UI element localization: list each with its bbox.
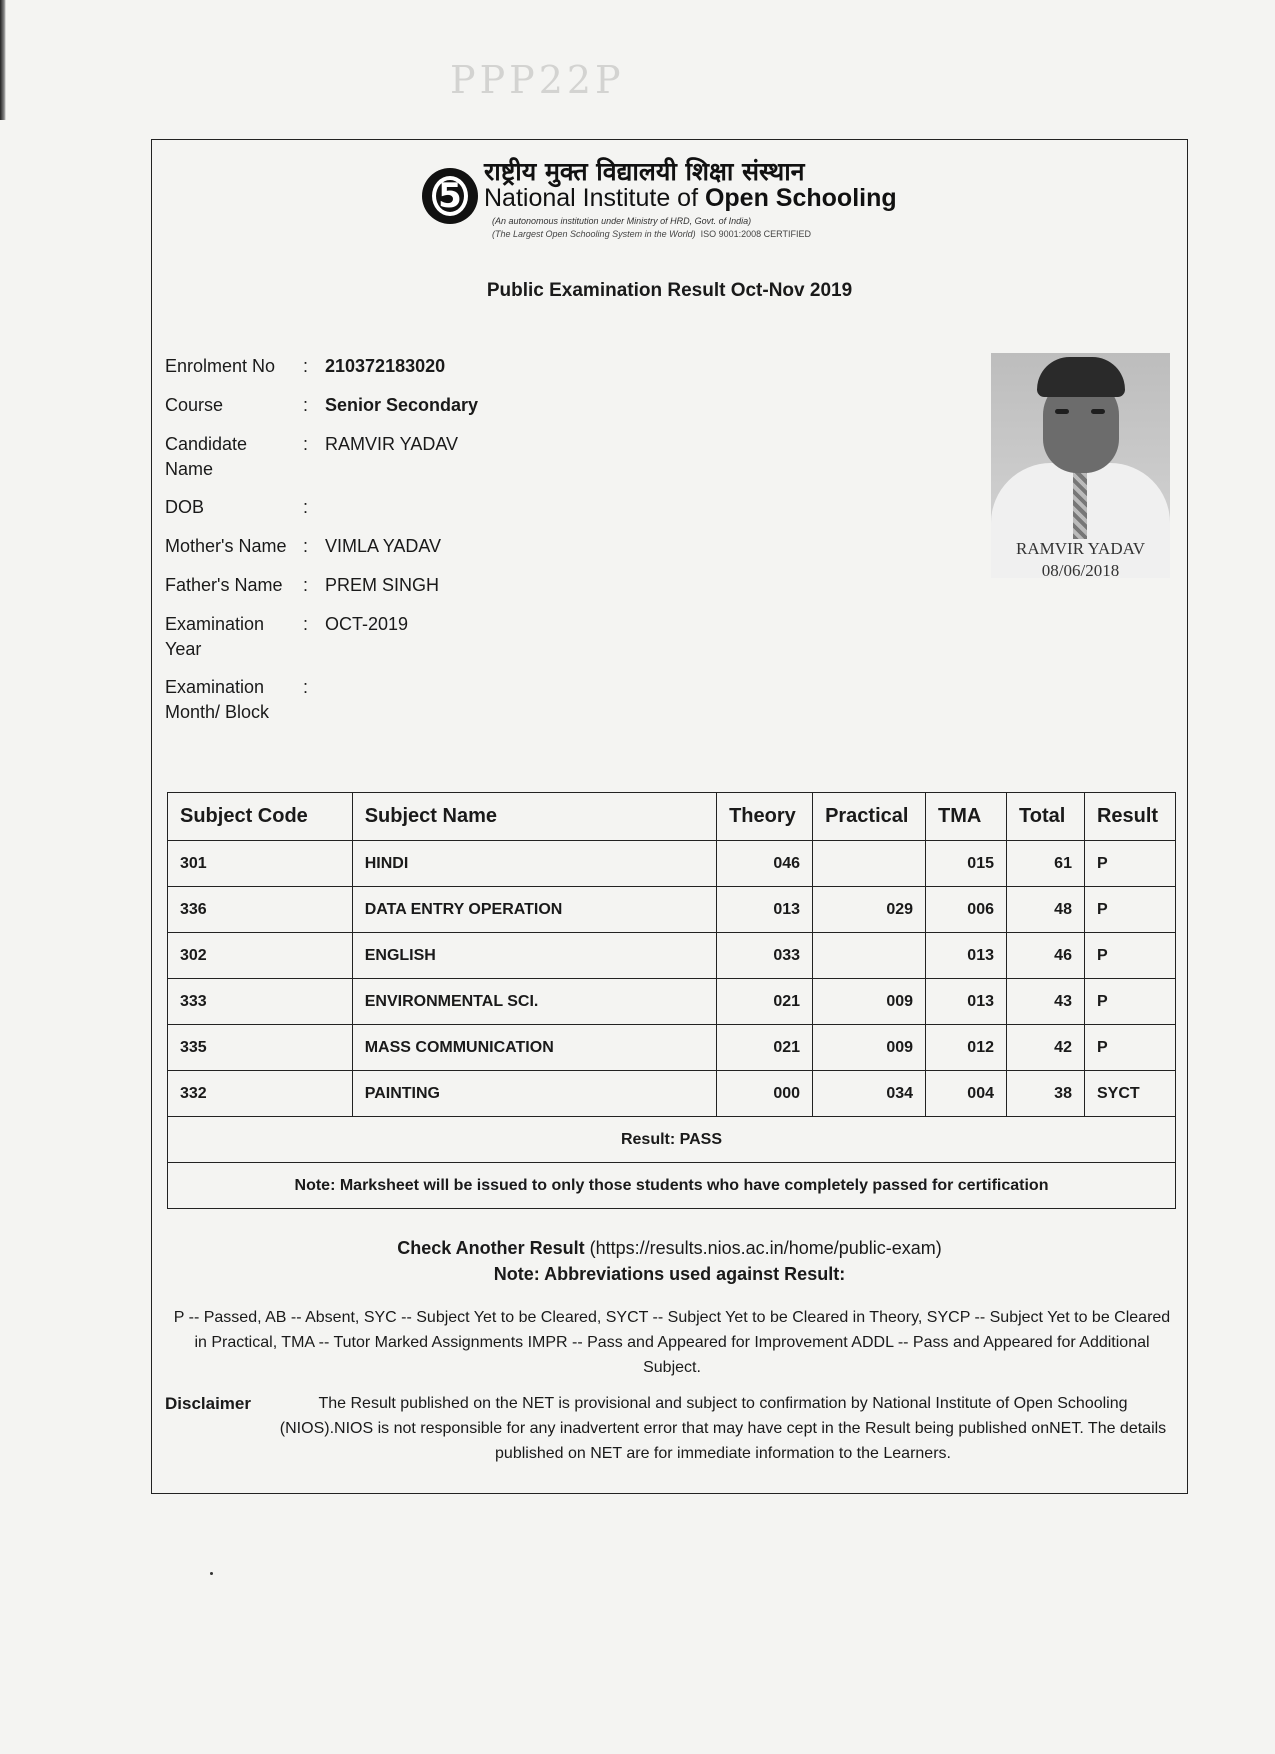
check-another-result bbox=[152, 1238, 1187, 1259]
photo-caption-name: RAMVIR YADAV bbox=[1016, 539, 1145, 558]
header-result: Result bbox=[1084, 793, 1175, 841]
table-row bbox=[168, 841, 1176, 887]
cell-theory: 013 bbox=[717, 887, 813, 933]
cell-subject-name: ENGLISH bbox=[352, 933, 716, 979]
photo-tie bbox=[1073, 469, 1087, 539]
cell-theory: 021 bbox=[717, 979, 813, 1025]
overall-result: Result: PASS bbox=[168, 1117, 1176, 1163]
cell-subject-code: 302 bbox=[168, 933, 353, 979]
photo-eye bbox=[1055, 409, 1069, 414]
institute-name-hindi: राष्ट्रीय मुक्त विद्यालयी शिक्षा संस्थान bbox=[484, 157, 805, 186]
separator: : bbox=[303, 614, 309, 634]
cell-practical: 029 bbox=[813, 887, 926, 933]
separator: : bbox=[303, 395, 309, 415]
certification-note: Note: Marksheet will be issued to only those students who have completely passed for certification bbox=[168, 1163, 1176, 1209]
institute-subtitle: (An autonomous institution under Ministry of HRD, Govt. of India) bbox=[492, 216, 752, 226]
nios-logo-icon: 5 bbox=[422, 168, 478, 224]
cell-tma: 006 bbox=[926, 887, 1007, 933]
field-value: 210372183020 bbox=[325, 356, 446, 376]
abbreviation-heading bbox=[152, 1264, 1187, 1285]
cell-total: 61 bbox=[1007, 841, 1085, 887]
header-practical: Practical bbox=[813, 793, 926, 841]
disclaimer-label: Disclaimer bbox=[165, 1394, 251, 1413]
results-table bbox=[167, 792, 1176, 1209]
cell-subject-name: MASS COMMUNICATION bbox=[352, 1025, 716, 1071]
separator: : bbox=[303, 356, 309, 376]
note-row bbox=[168, 1163, 1176, 1209]
photo-eye bbox=[1091, 409, 1105, 414]
photo-hair bbox=[1037, 357, 1125, 397]
table-row bbox=[168, 979, 1176, 1025]
scan-speck bbox=[210, 1572, 213, 1575]
field-label: Father's Name bbox=[165, 575, 283, 595]
cell-total: 38 bbox=[1007, 1071, 1085, 1117]
cell-subject-name: PAINTING bbox=[352, 1071, 716, 1117]
field-label: Candidate Name bbox=[165, 434, 248, 479]
cell-subject-code: 301 bbox=[168, 841, 353, 887]
cell-subject-name: HINDI bbox=[352, 841, 716, 887]
cell-subject-code: 333 bbox=[168, 979, 353, 1025]
cell-practical bbox=[813, 933, 926, 979]
cell-total: 48 bbox=[1007, 887, 1085, 933]
field-label: DOB bbox=[165, 497, 205, 517]
exam-title: Public Examination Result Oct-Nov 2019 bbox=[486, 280, 853, 301]
institute-name-bold: Open Schooling bbox=[704, 184, 897, 212]
institute-name-regular: National Institute of bbox=[484, 184, 705, 212]
table-row bbox=[168, 933, 1176, 979]
cell-practical bbox=[813, 841, 926, 887]
field-label: Mother's Name bbox=[165, 536, 287, 556]
check-result-label: Check Another Result bbox=[397, 1238, 585, 1258]
tagline-text: (The Largest Open Schooling System in the World) bbox=[492, 229, 696, 239]
cell-theory: 046 bbox=[717, 841, 813, 887]
handwritten-scribble: PPP22P bbox=[450, 58, 625, 102]
field-label: Enrolment No bbox=[165, 356, 276, 376]
check-result-link[interactable]: (https://results.nios.ac.in/home/public-exam) bbox=[589, 1238, 942, 1258]
field-label: Examination Month/ Block bbox=[165, 677, 270, 722]
photo-caption-date: 08/06/2018 bbox=[1041, 561, 1120, 578]
header-subject-code: Subject Code bbox=[168, 793, 353, 841]
cell-theory: 033 bbox=[717, 933, 813, 979]
separator: : bbox=[303, 575, 309, 595]
cell-tma: 013 bbox=[926, 979, 1007, 1025]
separator: : bbox=[303, 536, 309, 556]
cell-theory: 000 bbox=[717, 1071, 813, 1117]
institute-header bbox=[422, 154, 942, 250]
header-total: Total bbox=[1007, 793, 1085, 841]
scan-edge bbox=[0, 0, 6, 120]
abbreviation-heading-text: Note: Abbreviations used against Result: bbox=[493, 1264, 846, 1284]
field-value: PREM SINGH bbox=[325, 575, 440, 595]
cell-practical: 009 bbox=[813, 1025, 926, 1071]
cell-result: P bbox=[1084, 979, 1175, 1025]
cell-total: 46 bbox=[1007, 933, 1085, 979]
header-subject-name: Subject Name bbox=[352, 793, 716, 841]
candidate-photo bbox=[991, 353, 1170, 578]
field-label: Course bbox=[165, 395, 224, 415]
separator: : bbox=[303, 434, 309, 454]
cell-result: P bbox=[1084, 1025, 1175, 1071]
field-value: RAMVIR YADAV bbox=[325, 434, 459, 454]
cell-result: SYCT bbox=[1084, 1071, 1175, 1117]
table-row bbox=[168, 1025, 1176, 1071]
cell-subject-code: 336 bbox=[168, 887, 353, 933]
table-header-row bbox=[168, 793, 1176, 841]
header-theory: Theory bbox=[717, 793, 813, 841]
cell-subject-name: ENVIRONMENTAL SCI. bbox=[352, 979, 716, 1025]
cell-subject-code: 332 bbox=[168, 1071, 353, 1117]
cell-tma: 012 bbox=[926, 1025, 1007, 1071]
institute-name bbox=[484, 184, 897, 213]
cell-tma: 004 bbox=[926, 1071, 1007, 1117]
table-row bbox=[168, 1071, 1176, 1117]
field-value: OCT-2019 bbox=[325, 614, 409, 634]
abbreviation-text: P -- Passed, AB -- Absent, SYC -- Subject Yet to be Cleared, SYCT -- Subject Yet to be Cleared in Theory, SYCP -- Subject Yet to be Cleared in Practical, TMA -- Tutor Marked Assignments IMPR -- Pass and Appeared for Improvement ADDL -- Pass and Appeared for Additional Subject. bbox=[173, 1309, 1171, 1376]
overall-result-row bbox=[168, 1117, 1176, 1163]
cell-result: P bbox=[1084, 887, 1175, 933]
photo-caption bbox=[991, 538, 1170, 578]
disclaimer-text: The Result published on the NET is provisional and subject to confirmation by National Institute of Open Schooling (NIOS).NIOS is not responsible for any inadvertent error that may have cept in the Result being published onNET. The details published on NET are for immediate information to the Learners. bbox=[279, 1395, 1167, 1462]
cell-subject-code: 335 bbox=[168, 1025, 353, 1071]
cell-total: 43 bbox=[1007, 979, 1085, 1025]
header-tma: TMA bbox=[926, 793, 1007, 841]
field-label: Examination Year bbox=[165, 614, 265, 659]
separator: : bbox=[303, 677, 309, 697]
cell-practical: 034 bbox=[813, 1071, 926, 1117]
separator: : bbox=[303, 497, 309, 517]
cell-subject-name: DATA ENTRY OPERATION bbox=[352, 887, 716, 933]
cell-result: P bbox=[1084, 841, 1175, 887]
certification-text: ISO 9001:2008 CERTIFIED bbox=[700, 229, 812, 239]
field-value: VIMLA YADAV bbox=[325, 536, 442, 556]
field-value: Senior Secondary bbox=[325, 395, 479, 415]
result-card bbox=[151, 139, 1188, 1494]
institute-tagline bbox=[492, 229, 811, 239]
table-row bbox=[168, 887, 1176, 933]
cell-total: 42 bbox=[1007, 1025, 1085, 1071]
cell-tma: 015 bbox=[926, 841, 1007, 887]
cell-result: P bbox=[1084, 933, 1175, 979]
cell-tma: 013 bbox=[926, 933, 1007, 979]
cell-practical: 009 bbox=[813, 979, 926, 1025]
cell-theory: 021 bbox=[717, 1025, 813, 1071]
